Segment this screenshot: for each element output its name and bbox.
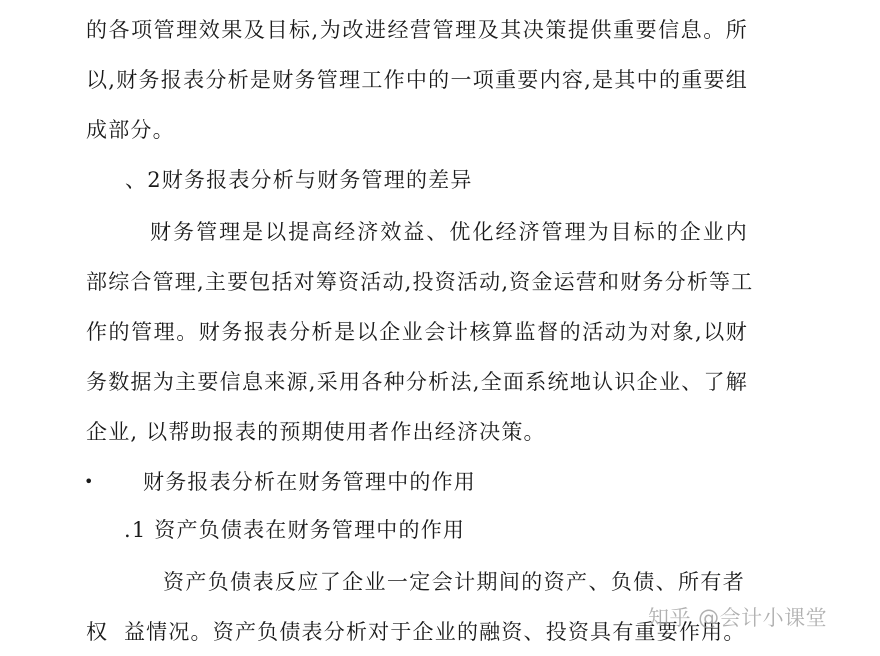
paragraph-line: 的各项管理效果及目标,为改进经营管理及其决策提供重要信息。所 [86, 18, 748, 42]
paragraph-line: 务数据为主要信息来源,采用各种分析法,全面系统地认识企业、了解 [86, 370, 748, 394]
paragraph-line: 作的管理。财务报表分析是以企业会计核算监督的活动为对象,以财 [86, 320, 748, 344]
paragraph-line: 企业, 以帮助报表的预期使用者作出经济决策。 [86, 420, 546, 444]
paragraph-line: 资产负债表反应了企业一定会计期间的资产、负债、所有者 [163, 570, 745, 594]
section-heading: 财务报表分析在财务管理中的作用 [143, 470, 476, 494]
bullet-marker: • [84, 472, 94, 491]
paragraph-line: 成部分。 [86, 118, 175, 142]
watermark: 知乎 @会计小课堂 [648, 606, 828, 630]
subsection-heading: .1 资产负债表在财务管理中的作用 [124, 518, 466, 542]
paragraph-line: 财务管理是以提高经济效益、优化经济管理为目标的企业内 [150, 220, 748, 244]
section-heading: 、2财务报表分析与财务管理的差异 [125, 168, 473, 192]
paragraph-line: 以,财务报表分析是财务管理工作中的一项重要内容,是其中的重要组 [86, 68, 748, 92]
paragraph-line: 部综合管理,主要包括对筹资活动,投资活动,资金运营和财务分析等工 [86, 270, 754, 294]
paragraph-line: 权 益情况。资产负债表分析对于企业的融资、投资具有重要作用。 [86, 620, 746, 644]
